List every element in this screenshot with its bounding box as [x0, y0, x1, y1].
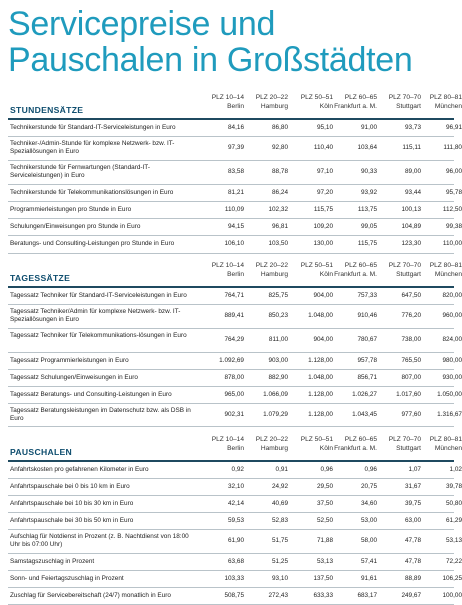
row-label: Tagessatz Programmierleistungen in Euro [10, 356, 129, 364]
table-cell: 34,60 [361, 499, 377, 507]
column-city: Frankfurt a. M. [334, 444, 377, 452]
section-header [8, 436, 462, 460]
table-cell: 51,25 [272, 557, 288, 565]
section-2 [8, 436, 462, 605]
table-cell: 137,50 [313, 574, 333, 582]
table-cell: 1.128,00 [308, 356, 333, 364]
table-cell: 51,75 [272, 537, 288, 544]
table-cell: 72,22 [446, 557, 462, 565]
column-plz: PLZ 20–22 [255, 262, 288, 269]
table-cell: 102,32 [268, 205, 288, 213]
table-cell: 272,43 [268, 591, 288, 599]
table-cell: 965,00 [224, 390, 244, 398]
table-cell: 820,00 [442, 291, 462, 299]
section-title: STUNDENSÄTZE [10, 105, 84, 115]
table-cell: 902,31 [224, 410, 244, 418]
table-cell: 40,69 [272, 499, 288, 507]
column-plz: PLZ 80–81 [429, 436, 462, 443]
table-cell: 106,10 [224, 240, 244, 247]
table-cell: 115,75 [313, 205, 333, 213]
table-cell: 508,75 [224, 591, 244, 599]
column-header [244, 94, 288, 111]
column-city: Stuttgart [396, 270, 421, 278]
table-cell: 110,00 [442, 240, 462, 247]
table-cell: 90,33 [361, 168, 377, 175]
section-title: TAGESSÄTZE [10, 273, 71, 283]
table-row [8, 554, 462, 571]
table-row [8, 571, 462, 588]
table-cell: 780,67 [357, 336, 377, 343]
table-cell: 115,75 [357, 240, 377, 247]
column-header [200, 262, 244, 279]
column-plz: PLZ 20–22 [255, 94, 288, 101]
table-cell: 61,29 [446, 516, 462, 524]
table-row [8, 219, 462, 236]
table-cell: 957,78 [357, 356, 377, 364]
column-header [289, 262, 333, 279]
column-header [418, 436, 462, 453]
row-label: Tagessatz Techniker/Admin für komplexe Netzwerk- bzw. IT-Speziallösungen in Euro [10, 307, 181, 323]
table-cell: 980,00 [442, 356, 462, 364]
table-cell: 86,80 [272, 123, 288, 131]
table-cell: 1.048,00 [308, 312, 333, 319]
row-label: Sonn- und Feiertagszuschlag in Prozent [10, 574, 124, 582]
table-row [8, 496, 462, 513]
table-cell: 31,67 [405, 482, 421, 490]
table-cell: 811,00 [268, 336, 288, 343]
table-cell: 53,13 [446, 537, 462, 544]
row-label: Anfahrtskosten pro gefahrenen Kilometer in Euro [10, 465, 149, 473]
table-cell: 1.066,09 [263, 390, 288, 398]
page-title [8, 6, 456, 78]
row-label: Tagessatz Techniker für Standard-IT-Serviceleistungen in Euro [10, 291, 187, 299]
column-plz: PLZ 70–70 [388, 262, 421, 269]
table-cell: 764,71 [224, 291, 244, 299]
column-plz: PLZ 10–14 [211, 262, 244, 269]
table-cell: 249,67 [401, 591, 421, 599]
table-cell: 850,23 [268, 312, 288, 319]
row-label: Samstagszuschlag in Prozent [10, 557, 95, 565]
table-row [8, 462, 462, 479]
table-cell: 86,24 [272, 188, 288, 196]
table-cell: 104,89 [401, 222, 421, 230]
column-header [244, 262, 288, 279]
row-label: Anfahrtspauschale bei 0 bis 10 km in Euro [10, 482, 130, 490]
table-cell: 88,78 [272, 168, 288, 175]
column-city: Berlin [227, 444, 244, 452]
table-cell: 91,61 [361, 574, 377, 582]
row-label: Anfahrtspauschale bei 30 bis 50 km in Euro [10, 516, 134, 524]
table-cell: 91,00 [361, 123, 377, 131]
table-row [8, 513, 462, 530]
table-cell: 106,25 [442, 574, 462, 582]
column-header [418, 94, 462, 111]
row-label: Technikerstunde für Standard-IT-Serviceleistungen in Euro [10, 123, 176, 131]
column-header [418, 262, 462, 279]
table-cell: 97,39 [228, 144, 244, 151]
table-cell: 84,16 [228, 123, 244, 131]
table-cell: 93,73 [405, 123, 421, 131]
section-header [8, 262, 462, 286]
table-row [8, 329, 462, 353]
table-cell: 776,20 [401, 312, 421, 319]
column-plz: PLZ 80–81 [429, 262, 462, 269]
column-city: Berlin [227, 102, 244, 110]
table-cell: 130,00 [313, 240, 333, 247]
table-cell: 39,78 [446, 482, 462, 490]
column-plz: PLZ 70–70 [388, 436, 421, 443]
table-cell: 99,38 [446, 222, 462, 230]
table-cell: 1.092,69 [219, 356, 244, 364]
column-header [333, 262, 377, 279]
table-cell: 57,41 [361, 557, 377, 565]
table-row [8, 202, 462, 219]
table-cell: 81,21 [228, 188, 244, 196]
row-label: Tagessatz Beratungs- und Consulting-Leistungen in Euro [10, 390, 172, 398]
table-cell: 904,00 [313, 336, 333, 343]
table-cell: 20,75 [361, 482, 377, 490]
column-plz: PLZ 10–14 [211, 94, 244, 101]
table-cell: 99,05 [361, 222, 377, 230]
table-cell: 103,33 [224, 574, 244, 582]
table-cell: 103,64 [357, 144, 377, 151]
table-cell: 103,50 [268, 240, 288, 247]
table-cell: 100,00 [442, 591, 462, 599]
column-header [377, 436, 421, 453]
row-label: Tagessatz Schulungen/Einweisungen in Euro [10, 373, 138, 381]
table-cell: 111,80 [443, 144, 462, 151]
table-cell: 1.128,00 [308, 390, 333, 398]
column-header [333, 436, 377, 453]
table-cell: 97,20 [317, 188, 333, 196]
table-cell: 113,75 [357, 205, 377, 213]
table-cell: 58,00 [361, 537, 377, 544]
column-plz: PLZ 70–70 [388, 94, 421, 101]
table-cell: 1.128,00 [308, 410, 333, 418]
column-header [289, 94, 333, 111]
column-city: Stuttgart [396, 102, 421, 110]
table-cell: 123,30 [401, 240, 421, 247]
table-cell: 92,80 [272, 144, 288, 151]
column-header [200, 94, 244, 111]
table-cell: 882,90 [268, 373, 288, 381]
column-plz: PLZ 20–22 [255, 436, 288, 443]
table-cell: 95,10 [317, 123, 333, 131]
table-cell: 96,91 [446, 123, 462, 131]
table-cell: 647,50 [401, 291, 421, 299]
table-cell: 765,50 [401, 356, 421, 364]
table-row [8, 353, 462, 370]
table-cell: 61,90 [228, 537, 244, 544]
table-cell: 910,46 [357, 312, 377, 319]
column-city: Hamburg [260, 102, 288, 110]
column-header [200, 436, 244, 453]
table-cell: 88,89 [405, 574, 421, 582]
row-label: Anfahrtspauschale bei 10 bis 30 km in Euro [10, 499, 134, 507]
table-row [8, 288, 462, 305]
table-cell: 42,14 [228, 499, 244, 507]
table-cell: 112,50 [442, 205, 462, 213]
column-header [377, 262, 421, 279]
table-cell: 1,02 [449, 465, 462, 473]
table-cell: 633,33 [313, 591, 333, 599]
row-label: Techniker-/Admin-Stunde für komplexe Netzwerk- bzw. IT-Speziallösungen in Euro [10, 139, 175, 155]
column-city: Köln [319, 444, 333, 452]
table-cell: 53,13 [317, 557, 333, 565]
table-cell: 52,83 [272, 516, 288, 524]
column-plz: PLZ 60–65 [344, 436, 377, 443]
column-header [377, 94, 421, 111]
table-cell: 903,00 [268, 356, 288, 364]
table-cell: 109,20 [313, 222, 333, 230]
table-cell: 930,00 [442, 373, 462, 381]
table-cell: 0,96 [320, 465, 333, 473]
table-cell: 1.048,00 [308, 373, 333, 381]
table-cell: 683,17 [357, 591, 377, 599]
column-city: Hamburg [260, 444, 288, 452]
table-cell: 977,60 [401, 410, 421, 418]
table-cell: 89,00 [405, 168, 421, 175]
column-header [289, 436, 333, 453]
column-plz: PLZ 50–51 [300, 262, 333, 269]
table-cell: 39,75 [405, 499, 421, 507]
row-label: Technikerstunde für Telekommunikationslösungen in Euro [10, 188, 174, 196]
table-cell: 0,96 [364, 465, 377, 473]
row-label: Technikerstunde für Fernwartungen (Standard-IT-Serviceleistungen) in Euro [10, 163, 150, 179]
table-cell: 825,75 [268, 291, 288, 299]
table-cell: 95,78 [446, 188, 462, 196]
table-cell: 738,00 [401, 336, 421, 343]
table-cell: 1.026,27 [352, 390, 377, 398]
table-row [8, 305, 462, 329]
table-cell: 904,00 [313, 291, 333, 299]
table-cell: 97,10 [317, 168, 333, 175]
table-cell: 93,44 [405, 188, 421, 196]
title-line-1: Servicepreise und [8, 5, 276, 43]
table-cell: 29,50 [317, 482, 333, 490]
table-cell: 807,00 [401, 373, 421, 381]
column-city: Frankfurt a. M. [334, 102, 377, 110]
table-cell: 71,88 [317, 537, 333, 544]
table-row [8, 404, 462, 427]
row-label: Tagessatz Techniker für Telekommunikations-lösungen in Euro [10, 331, 187, 339]
column-header [333, 94, 377, 111]
table-cell: 83,58 [228, 168, 244, 175]
table-cell: 889,41 [224, 312, 244, 319]
table-cell: 47,78 [405, 557, 421, 565]
table-row [8, 588, 462, 605]
table-row [8, 236, 462, 254]
column-city: Stuttgart [396, 444, 421, 452]
row-label: Aufschlag für Notdienst in Prozent (z. B. Nachtdienst von 18:00 Uhr bis 07:00 Uhr) [10, 532, 189, 548]
table-row [8, 530, 462, 554]
column-city: München [434, 102, 462, 110]
table-cell: 37,50 [317, 499, 333, 507]
table-cell: 0,91 [275, 465, 288, 473]
table-cell: 63,68 [228, 557, 244, 565]
column-plz: PLZ 60–65 [344, 94, 377, 101]
table-cell: 0,92 [231, 465, 244, 473]
table-cell: 856,71 [357, 373, 377, 381]
table-cell: 1.043,45 [352, 410, 377, 418]
table-cell: 59,53 [228, 516, 244, 524]
table-cell: 764,29 [224, 336, 244, 343]
table-cell: 110,40 [313, 144, 333, 151]
table-cell: 63,00 [405, 516, 421, 524]
table-cell: 1.079,29 [263, 410, 288, 418]
table-cell: 96,00 [446, 168, 462, 175]
row-label: Beratungs- und Consulting-Leistungen pro Stunde in Euro [10, 240, 175, 247]
table-cell: 94,15 [228, 222, 244, 230]
column-plz: PLZ 80–81 [429, 94, 462, 101]
table-cell: 47,78 [405, 537, 421, 544]
column-city: Frankfurt a. M. [334, 270, 377, 278]
table-cell: 96,81 [272, 222, 288, 230]
table-cell: 52,50 [317, 516, 333, 524]
section-1 [8, 262, 462, 427]
column-city: München [434, 444, 462, 452]
table-cell: 1.316,67 [437, 410, 462, 418]
row-label: Zuschlag für Servicebereitschaft (24/7) monatlich in Euro [10, 591, 171, 599]
table-cell: 32,10 [228, 482, 244, 490]
table-cell: 50,80 [446, 499, 462, 507]
table-row [8, 137, 462, 161]
table-cell: 100,13 [401, 205, 421, 213]
table-cell: 1.017,60 [396, 390, 421, 398]
table-row [8, 185, 462, 202]
table-cell: 757,33 [357, 291, 377, 299]
column-city: Hamburg [260, 270, 288, 278]
table-row [8, 479, 462, 496]
table-row [8, 120, 462, 137]
column-plz: PLZ 50–51 [300, 436, 333, 443]
table-row [8, 387, 462, 404]
column-header [244, 436, 288, 453]
table-cell: 1,07 [408, 465, 421, 473]
row-label: Programmierleistungen pro Stunde in Euro [10, 205, 132, 213]
title-line-2: Pauschalen in Großstädten [8, 41, 413, 79]
row-label: Schulungen/Einweisungen pro Stunde in Euro [10, 222, 141, 230]
table-cell: 115,11 [402, 144, 421, 151]
column-plz: PLZ 50–51 [300, 94, 333, 101]
column-city: Berlin [227, 270, 244, 278]
table-cell: 824,00 [442, 336, 462, 343]
table-row [8, 370, 462, 387]
table-cell: 24,92 [272, 482, 288, 490]
table-cell: 1.050,00 [437, 390, 462, 398]
table-cell: 110,09 [224, 205, 244, 213]
table-cell: 53,00 [361, 516, 377, 524]
column-city: Köln [319, 270, 333, 278]
table-cell: 878,00 [224, 373, 244, 381]
row-label: Tagessatz Beratungsleistungen im Datenschutz bzw. als DSB in Euro [10, 406, 191, 422]
table-row [8, 161, 462, 185]
column-plz: PLZ 10–14 [211, 436, 244, 443]
table-cell: 960,00 [442, 312, 462, 319]
section-title: PAUSCHALEN [10, 447, 73, 457]
section-0 [8, 94, 462, 254]
column-city: München [434, 270, 462, 278]
column-plz: PLZ 60–65 [344, 262, 377, 269]
column-city: Köln [319, 102, 333, 110]
section-header [8, 94, 462, 118]
table-cell: 93,92 [361, 188, 377, 196]
table-cell: 93,10 [272, 574, 288, 582]
